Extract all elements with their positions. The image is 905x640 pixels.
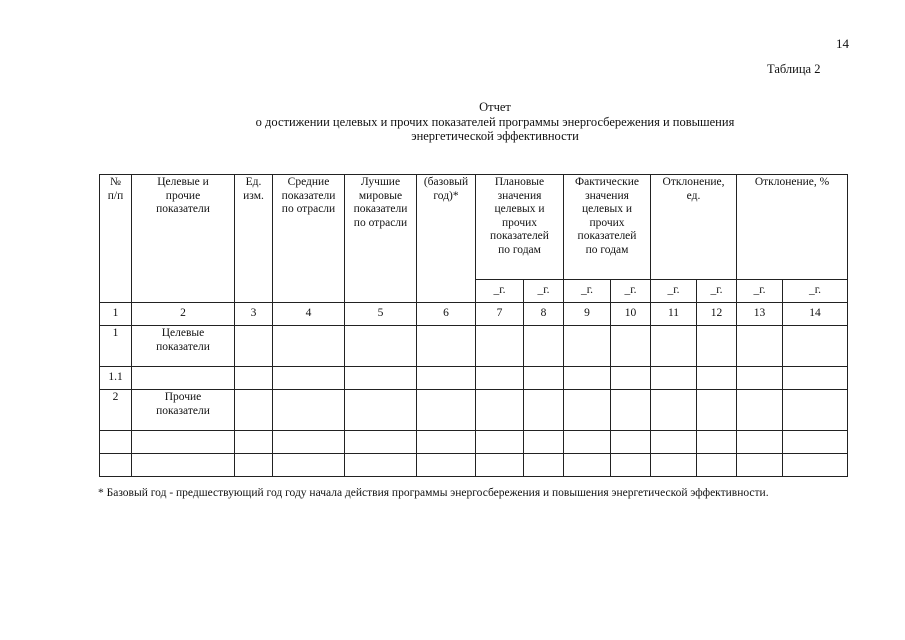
heading-line-1: Отчет [479, 100, 511, 114]
column-number: 1 [100, 303, 132, 326]
table-cell [564, 454, 611, 477]
heading-line-3: энергетической эффективности [411, 129, 579, 143]
table-cell [417, 454, 476, 477]
footnote: * Базовый год - предшествующий год году начала действия программы энергосбережения и повышения энергетической эффективности. [98, 487, 769, 499]
table-row [100, 326, 848, 367]
column-number: 12 [697, 303, 737, 326]
column-number: 5 [345, 303, 417, 326]
table-cell [524, 367, 564, 390]
row-label: Прочие показатели [132, 390, 235, 431]
column-number: 8 [524, 303, 564, 326]
table-cell [417, 367, 476, 390]
header-planned: Плановые значения целевых и прочих показателей по годам [476, 175, 564, 280]
report-heading [230, 100, 760, 144]
table-cell [783, 326, 848, 367]
column-number: 2 [132, 303, 235, 326]
table-cell [737, 326, 783, 367]
year-cell: _г. [611, 280, 651, 303]
table-cell [476, 454, 524, 477]
table-cell [737, 390, 783, 431]
table-cell [783, 390, 848, 431]
table-cell [235, 367, 273, 390]
column-number: 14 [783, 303, 848, 326]
table-cell [417, 431, 476, 454]
table-cell [564, 367, 611, 390]
table-row [100, 367, 848, 390]
table-cell [651, 326, 697, 367]
table-cell [651, 390, 697, 431]
table-cell [235, 390, 273, 431]
table-cell [345, 390, 417, 431]
table-cell [611, 326, 651, 367]
row-label [132, 431, 235, 454]
header-deviation-units: Отклонение, ед. [651, 175, 737, 280]
header-avg-industry: Средние показатели по отрасли [273, 175, 345, 303]
column-number: 4 [273, 303, 345, 326]
table-cell [697, 326, 737, 367]
table-cell [273, 367, 345, 390]
header-deviation-percent: Отклонение, % [737, 175, 848, 280]
column-number: 3 [235, 303, 273, 326]
table-cell [783, 431, 848, 454]
table-cell [564, 390, 611, 431]
table-cell [524, 454, 564, 477]
year-cell: _г. [737, 280, 783, 303]
table-cell [417, 326, 476, 367]
row-label: Целевые показатели [132, 326, 235, 367]
row-number: 2 [100, 390, 132, 431]
column-number: 11 [651, 303, 697, 326]
table-cell [651, 367, 697, 390]
table-label: Таблица 2 [767, 62, 821, 76]
table-cell [737, 431, 783, 454]
table-cell [273, 326, 345, 367]
table-cell [235, 431, 273, 454]
heading-line-2: о достижении целевых и прочих показателей программы энергосбережения и повышения [255, 114, 735, 129]
column-number: 9 [564, 303, 611, 326]
row-label [132, 454, 235, 477]
table-cell [697, 454, 737, 477]
table-row [100, 454, 848, 477]
table-cell [783, 367, 848, 390]
column-number: 6 [417, 303, 476, 326]
year-cell: _г. [476, 280, 524, 303]
table-cell [417, 390, 476, 431]
table-cell [476, 390, 524, 431]
row-number [100, 454, 132, 477]
table-cell [524, 431, 564, 454]
table-row [100, 390, 848, 431]
header-indicators: Целевые и прочие показатели [132, 175, 235, 303]
table-cell [611, 431, 651, 454]
header-base-year: (базовый год)* [417, 175, 476, 303]
table-cell [345, 326, 417, 367]
table-cell [611, 454, 651, 477]
header-num: № п/п [100, 175, 132, 303]
table-cell [273, 390, 345, 431]
table-cell [564, 431, 611, 454]
column-number: 7 [476, 303, 524, 326]
header-actual: Фактические значения целевых и прочих показателей по годам [564, 175, 651, 280]
report-table [99, 174, 848, 477]
year-cell: _г. [524, 280, 564, 303]
table-cell [524, 326, 564, 367]
table-cell [651, 431, 697, 454]
table-row [100, 431, 848, 454]
header-best-world: Лучшие мировые показатели по отрасли [345, 175, 417, 303]
table-cell [273, 431, 345, 454]
table-cell [524, 390, 564, 431]
table-cell [476, 367, 524, 390]
year-cell: _г. [783, 280, 848, 303]
column-number: 10 [611, 303, 651, 326]
table-cell [737, 454, 783, 477]
table-cell [345, 431, 417, 454]
table-cell [697, 390, 737, 431]
page-number: 14 [836, 36, 849, 51]
row-label [132, 367, 235, 390]
header-unit: Ед. изм. [235, 175, 273, 303]
column-number: 13 [737, 303, 783, 326]
table-cell [611, 367, 651, 390]
row-number [100, 431, 132, 454]
table-cell [476, 431, 524, 454]
table-cell [697, 431, 737, 454]
table-cell [697, 367, 737, 390]
table-cell [273, 454, 345, 477]
table-cell [345, 454, 417, 477]
table-cell [476, 326, 524, 367]
column-number-row [100, 303, 848, 326]
year-cell: _г. [564, 280, 611, 303]
table-cell [611, 390, 651, 431]
year-cell: _г. [697, 280, 737, 303]
table-cell [783, 454, 848, 477]
table-cell [564, 326, 611, 367]
table-cell [651, 454, 697, 477]
table-cell [235, 326, 273, 367]
row-number: 1.1 [100, 367, 132, 390]
table-cell [235, 454, 273, 477]
header-row [100, 175, 848, 280]
table-cell [345, 367, 417, 390]
row-number: 1 [100, 326, 132, 367]
year-cell: _г. [651, 280, 697, 303]
table-cell [737, 367, 783, 390]
